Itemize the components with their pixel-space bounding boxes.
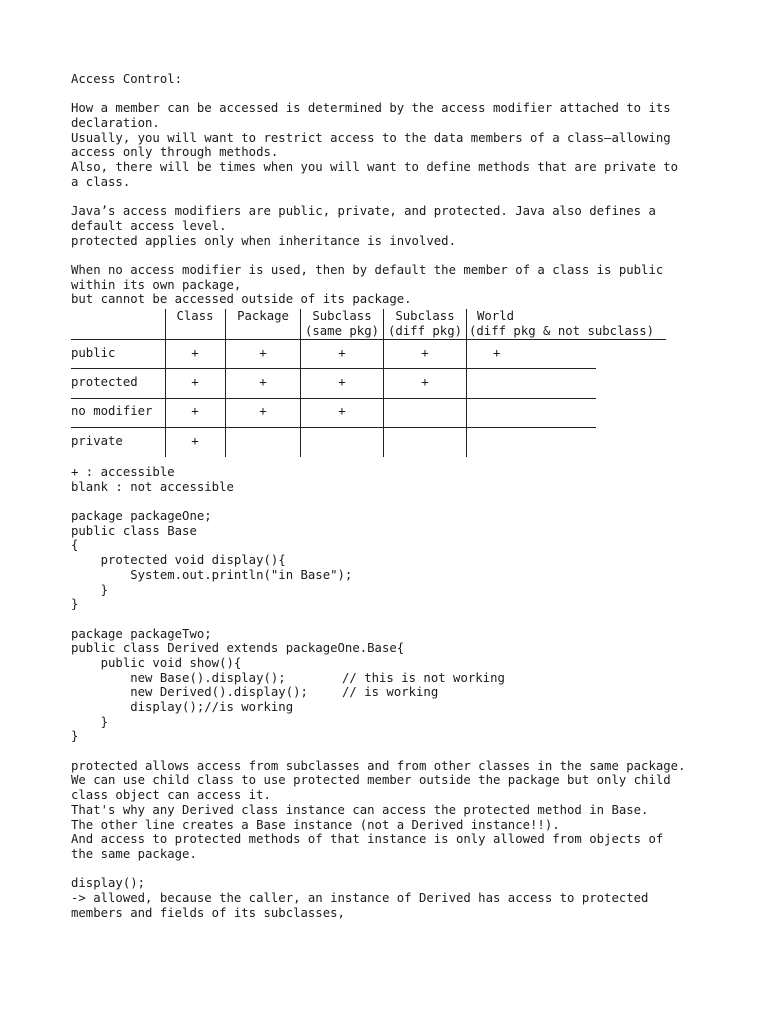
- header-world: World (diff pkg & not subclass): [469, 309, 655, 338]
- row-label-protected: protected: [71, 375, 138, 389]
- table-legend: + : accessible blank : not accessible: [71, 465, 234, 494]
- table-cell: +: [259, 404, 267, 418]
- row-label-private: private: [71, 434, 123, 448]
- table-cell: +: [191, 434, 199, 448]
- header-package: Package: [237, 309, 289, 323]
- table-cell: +: [259, 346, 267, 360]
- code-comment: // this is not working: [342, 670, 505, 685]
- display-note: display(); -> allowed, because the caller, an instance of Derived has access to protected members and fields of its subclasses,: [71, 876, 649, 920]
- row-label-no-modifier: no modifier: [71, 404, 153, 418]
- table-cell: +: [191, 375, 199, 389]
- access-table: [71, 309, 731, 459]
- table-cell: +: [191, 404, 199, 418]
- intro-paragraph: How a member can be accessed is determined by the access modifier attached to its declaration. Usually, you will want to restrict access to the data members of a class—allowing access only through methods. Also, there will be times when you will want to define methods that are private to a class.: [71, 101, 679, 189]
- table-cell: +: [338, 404, 346, 418]
- table-cell: +: [338, 346, 346, 360]
- table-cell: +: [191, 346, 199, 360]
- default-access-paragraph: When no access modifier is used, then by default the member of a class is public within its own package, but cannot be accessed outside of its package.: [71, 262, 664, 307]
- explanation-paragraph: protected allows access from subclasses and from other classes in the same package. We can use child class to use protected member outside the package but only child class object can access it. That's why any Derived class instance can access the protected method in Base. The other line creates a Base instance (not a Derived instance!!). And access to protected methods of that instance is only allowed from objects of the same package.: [71, 758, 686, 861]
- page-heading: Access Control:: [71, 72, 183, 86]
- document-body: [71, 72, 731, 920]
- row-label-public: public: [71, 346, 116, 360]
- table-cell: +: [421, 346, 429, 360]
- code-comment: // is working: [342, 685, 439, 700]
- header-class: Class: [176, 309, 214, 323]
- code-block-base: package packageOne; public class Base { protected void display(){ System.out.println("in Base"); } }: [71, 509, 353, 612]
- table-cell: +: [259, 375, 267, 389]
- table-cell: +: [421, 375, 429, 389]
- header-subclass-diff: Subclass (diff pkg): [387, 309, 463, 338]
- table-cell: +: [493, 346, 501, 360]
- table-cell: +: [338, 375, 346, 389]
- modifiers-paragraph: Java’s access modifiers are public, private, and protected. Java also defines a default access level. protected applies only when inheritance is involved.: [71, 204, 656, 248]
- header-subclass-same: Subclass (same pkg): [304, 309, 380, 338]
- code-block-derived: package packageTwo; public class Derived extends packageOne.Base{ public void show(){ new Base().display(); // this is not working new Derived().display(); // is working display();//is working } }: [71, 626, 505, 744]
